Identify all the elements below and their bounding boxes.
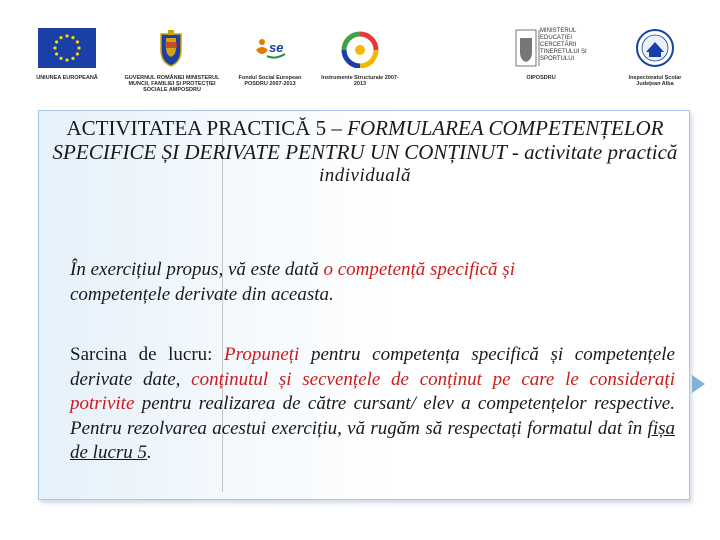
isj-alba-icon [633, 28, 677, 68]
task-verb: Propuneți [224, 344, 300, 365]
coat-of-arms-icon [157, 28, 185, 68]
title-part1: ACTIVITATEA PRACTICĂ 5 – [66, 116, 348, 140]
task-text-c: pentru realizarea de către cursant/ elev a competențelor respective. Pentru rezolvarea acestui exercițiu, vă rugăm să respectați formatul dat în [70, 393, 675, 439]
title-part3: individuală [318, 165, 412, 186]
fse-logo-icon [247, 28, 293, 68]
side-arrow-icon [692, 375, 705, 393]
task-label: Sarcina de lucru [70, 344, 208, 365]
para1-highlight: o competență specifică și [323, 259, 515, 280]
instruction-paragraph [70, 257, 675, 307]
title-part2: FORMULAREA COMPETENȚELOR SPECIFICE ȘI DERIVATE PENTRU UN CONȚINUT - activitate practică [52, 116, 678, 164]
instrumente-structurale-icon [332, 28, 388, 68]
logo-bar [0, 0, 720, 112]
page-title [40, 116, 690, 188]
ministry-name: MINISTERUL EDUCAȚIEI CERCETĂRII TINERETULUI ȘI SPORTULUI [540, 28, 587, 62]
task-text-a: pentru competența specifică și competențele derivate date, [70, 344, 675, 390]
para1-text-a: În exercițiul propus, vă este dată [70, 259, 324, 280]
svg-text:se: se [269, 40, 284, 55]
instrumente-caption: Instrumente Structurale 2007-2013 [321, 75, 399, 87]
isj-caption: Inspectoratul Școlar Județean Alba [628, 75, 682, 87]
fse-caption: Fondul Social European POSDRU 2007-2013 [238, 75, 302, 87]
eu-flag-icon [38, 28, 96, 68]
task-colon: : [207, 344, 225, 365]
task-paragraph [70, 343, 675, 466]
task-end: . [147, 442, 152, 463]
eu-caption: UNIUNEA EUROPEANĂ [36, 75, 98, 81]
worksheet-link[interactable]: fișa de lucru 5 [70, 417, 675, 463]
government-caption: GUVERNUL ROMÂNIEI MINISTERUL MUNCII, FAMILIEI ȘI PROTECȚIEI SOCIALE AMPOSDRU [124, 75, 220, 93]
para1-text-c: competențele derivate din aceasta. [70, 284, 334, 305]
task-highlight: conținutul și secvențele de conținut pe care le considerați potrivite [70, 368, 675, 414]
oiposdru-caption: OIPOSDRU [526, 75, 556, 81]
